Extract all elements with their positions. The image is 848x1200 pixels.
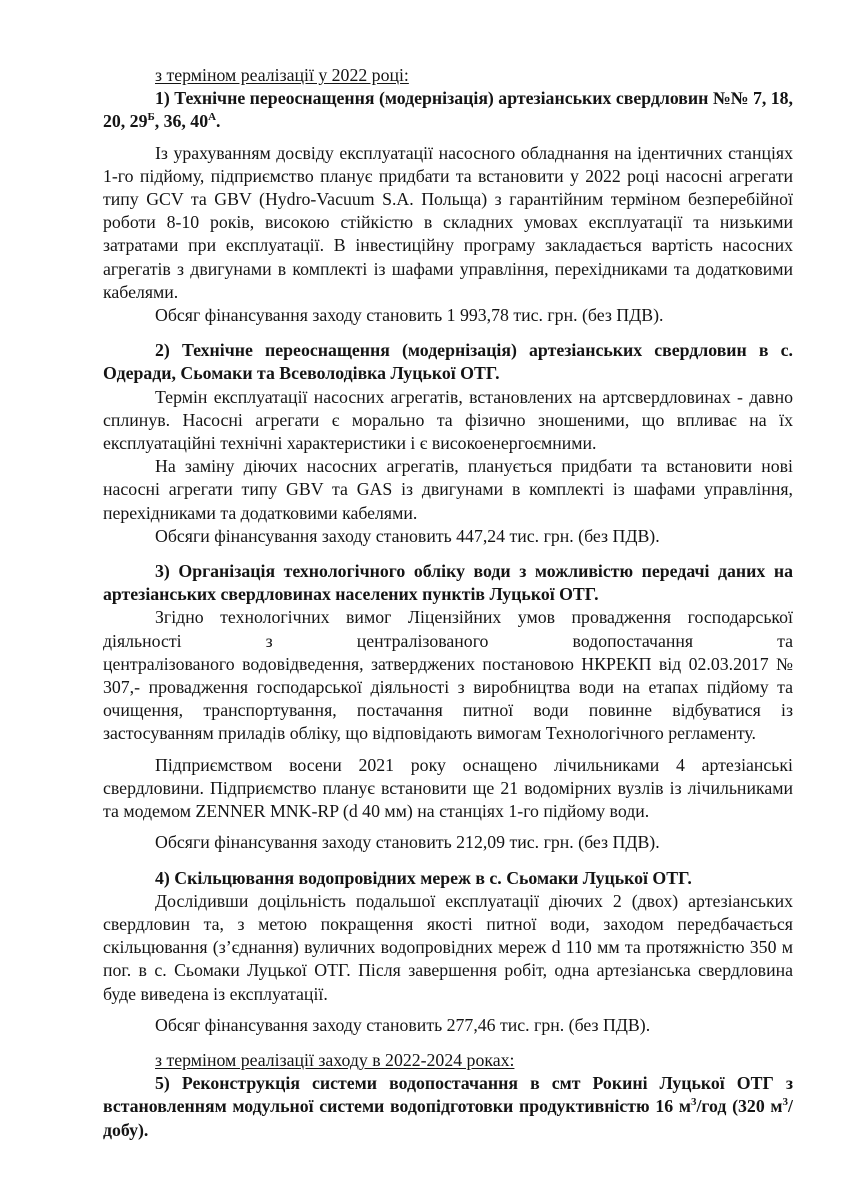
item3-funding: Обсяги фінансування заходу становить 212,09 тис. грн. (без ПДВ). xyxy=(155,832,660,853)
item1-heading-sup-b: Б xyxy=(147,111,155,124)
item4-body: Дослідивши доцільність подальшої експлуатації діючих 2 (двох) артезіанських свердловин та, з метою покращення якості питної води, заходом передбачається скільцювання (з’єднання) вуличних водопровідних мереж d 110 мм та протяжністю 350 м пог. в с. Сьомаки Луцької ОТГ. Після завершення робіт, одна артезіанська свердловина буде виведена із експлуатації. xyxy=(103,890,793,1004)
item3-body1-line1: Згідно технологічних вимог Ліцензійних умов провадження господарської діяльності з централізованого водопостачання та xyxy=(103,607,793,651)
item3-heading: 3) Організація технологічного обліку води з можливістю передачі даних на артезіанських свердловинах населених пунктів Луцької ОТГ. xyxy=(103,561,793,605)
item1-funding: Обсяг фінансування заходу становить 1 993,78 тис. грн. (без ПДВ). xyxy=(155,305,664,326)
item1-body: Із урахуванням досвіду експлуатації насосного обладнання на ідентичних станціях 1-го підйому, підприємство планує придбати та встановити у 2022 році насосні агрегати типу GCV та GBV (Hydro-Vacuum S.A. Польща) з гарантійним терміном безперебійної роботи 8-10 років, високою стійкістю в складних умовах експлуатації та низькими затратами при експлуатації. В інвестиційну програму закладається вартість насосних агрегатів з двигунами в комплекті із шафами управління, перехідниками та додатковими кабелями. xyxy=(103,142,793,302)
section-intro-2022-2024: з терміном реалізації заходу в 2022-2024 роках: xyxy=(155,1049,515,1070)
item3-body1-rest: централізованого водовідведення, затверджених постановою НКРЕКП від 02.03.2017 № 307,- провадження господарської діяльності з виробництва води на етапах підйому та очищення, транспортування, постачання питної води повинне відбуватися із застосуванням приладів обліку, що відповідають вимогам Технологічного регламенту. xyxy=(103,653,793,744)
item3-body2: Підприємством восени 2021 року оснащено лічильниками 4 артезіанські свердловини. Підприємство планує встановити ще 21 водомірних вузлів із лічильниками та модемом ZENNER MNK-RP (d 40 мм) на станціях 1-го підйому води. xyxy=(103,754,793,822)
item5-heading-sup-1: 3 xyxy=(690,1096,697,1109)
item5-heading-mid: /год (320 м xyxy=(696,1096,783,1117)
item4-heading: 4) Скільцювання водопровідних мереж в с. Сьомаки Луцької ОТГ. xyxy=(155,867,692,888)
item1-heading xyxy=(103,87,793,133)
item5-heading xyxy=(103,1072,793,1142)
item1-heading-text: 1) Технічне переоснащення (модернізація) артезіанських свердловин №№ 7, 18, 20, 29 xyxy=(103,88,794,132)
item1-heading-mid: , 36, 40 xyxy=(154,111,209,132)
item2-funding: Обсяги фінансування заходу становить 447,24 тис. грн. (без ПДВ). xyxy=(155,525,660,546)
item5-heading-sup-2: 3 xyxy=(782,1096,789,1109)
item4-funding: Обсяг фінансування заходу становить 277,46 тис. грн. (без ПДВ). xyxy=(155,1014,651,1035)
item2-heading: 2) Технічне переоснащення (модернізація) артезіанських свердловин в с. Одеради, Сьомаки та Всеволодівка Луцької ОТГ. xyxy=(103,340,793,384)
item1-heading-sup-a: А xyxy=(208,111,217,124)
section-intro-2022: з терміном реалізації у 2022 році: xyxy=(155,65,409,85)
item5-heading-end: /добу). xyxy=(103,1096,793,1140)
item1-heading-end: . xyxy=(216,111,221,132)
item2-body1: Термін експлуатації насосних агрегатів, встановлених на артсвердловинах - давно сплинув. Насосні агрегати є морально та фізично зношеними, що впливає на їх експлуатаційні технічні характеристики і є високоенергоємними. xyxy=(103,386,793,454)
item2-body2: На заміну діючих насосних агрегатів, планується придбати та встановити нові насосні агрегати типу GBV та GAS із двигунами в комплекті із шафами управління, перехідниками та додатковими кабелями. xyxy=(103,456,793,523)
item5-heading-text: 5) Реконструкція системи водопостачання в смт Рокині Луцької ОТГ з встановленням модульної системи водопідготовки продуктивністю 16 м xyxy=(103,1073,793,1117)
